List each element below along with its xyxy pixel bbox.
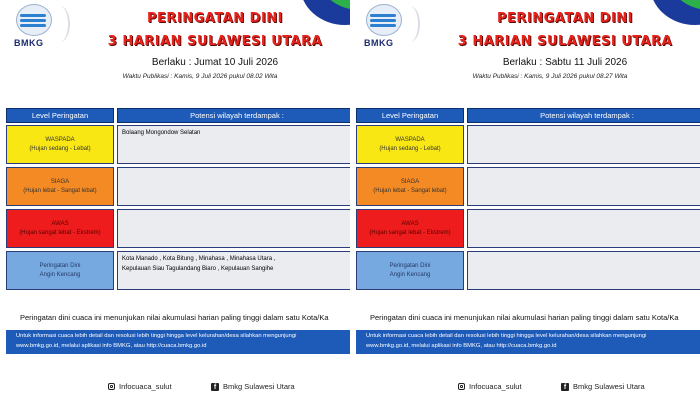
instagram-label: Infocuaca_sulut [469,382,522,391]
level-desc: (Hujan sedang - Lebat) [29,145,91,152]
potensi-text: Bolaang Mongondow Selatan [122,130,201,136]
level-name: AWAS [51,220,69,227]
level-awas [6,209,114,248]
facebook-icon: f [211,383,219,391]
validity-date: Berlaku : Sabtu 11 Juli 2026 [502,57,628,68]
instagram-handle[interactable] [458,382,522,391]
level-waspada [6,125,114,164]
publication-time: Waktu Publikasi : Kamis, 9 Juli 2026 pukul 08.02 Wita [122,73,278,80]
instagram-label: Infocuaca_sulut [119,382,172,391]
info-text: Untuk informasi cuaca lebih detail dan resolusi lebih tinggi hingga level kelurahan/desa silahkan mengunjungi [16,333,297,339]
validity-date: Berlaku : Jumat 10 Juli 2026 [151,57,279,68]
level-angin-kencang [6,251,114,290]
facebook-label: Bmkg Sulawesi Utara [223,382,295,391]
disclaimer-note: Peringatan dini cuaca ini menunjukan nilai akumulasi harian paling tinggi dalam satu Kota/Ka [20,313,329,322]
info-link-text[interactable]: www.bmkg.go.id, melalui aplikasi info BMKG, atau http://cuaca.bmkg.go.id [366,343,557,349]
disclaimer-note: Peringatan dini cuaca ini menunjukan nilai akumulasi harian paling tinggi dalam satu Kota/Ka [370,313,679,322]
level-desc: (Hujan sedang - Lebat) [379,145,441,152]
bmkg-logo-icon: BMKG [10,4,68,52]
publication-time: Waktu Publikasi : Kamis, 9 Juli 2026 pukul 08.27 Wita [472,73,628,80]
level-name: SIAGA [400,178,420,185]
potensi-waspada [467,125,700,164]
bmkg-logo-icon: BMKG [360,4,418,52]
level-desc: (Hujan sangat lebat - Ekstrem) [19,229,101,236]
page-title: PERINGATAN DINI [146,11,284,26]
level-name: AWAS [401,220,419,227]
potensi-angin-kencang [467,251,700,290]
level-desc: Angin Kencang [389,271,431,278]
potensi-text: Kepulauan Siau Tagulandang Biaro , Kepulauan Sangihe [122,266,274,272]
instagram-icon [458,383,465,390]
level-desc: (Hujan lebat - Sangat lebat) [373,187,447,194]
info-banner [6,330,350,354]
facebook-label: Bmkg Sulawesi Utara [573,382,645,391]
page-title: PERINGATAN DINI [496,11,634,26]
level-name: SIAGA [50,178,70,185]
level-name: WASPADA [45,136,75,143]
page-subtitle: 3 HARIAN SULAWESI UTARA [457,34,673,49]
header-potensi: Potensi wilayah terdampak : [117,108,350,123]
level-desc: (Hujan lebat - Sangat lebat) [23,187,97,194]
info-banner [356,330,700,354]
info-link-text[interactable]: www.bmkg.go.id, melalui aplikasi info BMKG, atau http://cuaca.bmkg.go.id [16,343,207,349]
level-name: WASPADA [395,136,425,143]
potensi-waspada [117,125,350,164]
level-siaga [356,167,464,206]
level-siaga [6,167,114,206]
potensi-text: Kota Manado , Kota Bitung , Minahasa , Minahasa Utara , [122,256,276,262]
facebook-icon: f [561,383,569,391]
warning-panel-saturday [350,0,700,400]
instagram-handle[interactable] [108,382,172,391]
level-desc: Angin Kencang [39,271,81,278]
potensi-awas [117,209,350,248]
potensi-siaga [467,167,700,206]
level-awas [356,209,464,248]
potensi-angin-kencang [117,251,350,290]
facebook-handle[interactable] [211,382,295,391]
info-text: Untuk informasi cuaca lebih detail dan resolusi lebih tinggi hingga level kelurahan/desa silahkan mengunjungi [366,333,647,339]
potensi-awas [467,209,700,248]
potensi-siaga [117,167,350,206]
page-subtitle: 3 HARIAN SULAWESI UTARA [107,34,323,49]
instagram-icon [108,383,115,390]
level-waspada [356,125,464,164]
level-desc: (Hujan sangat lebat - Ekstrem) [369,229,451,236]
header-potensi: Potensi wilayah terdampak : [467,108,700,123]
facebook-handle[interactable] [561,382,645,391]
level-name: Peringatan Dini [389,262,431,269]
header-level: Level Peringatan [6,108,114,123]
header-level: Level Peringatan [356,108,464,123]
level-angin-kencang [356,251,464,290]
level-name: Peringatan Dini [39,262,81,269]
